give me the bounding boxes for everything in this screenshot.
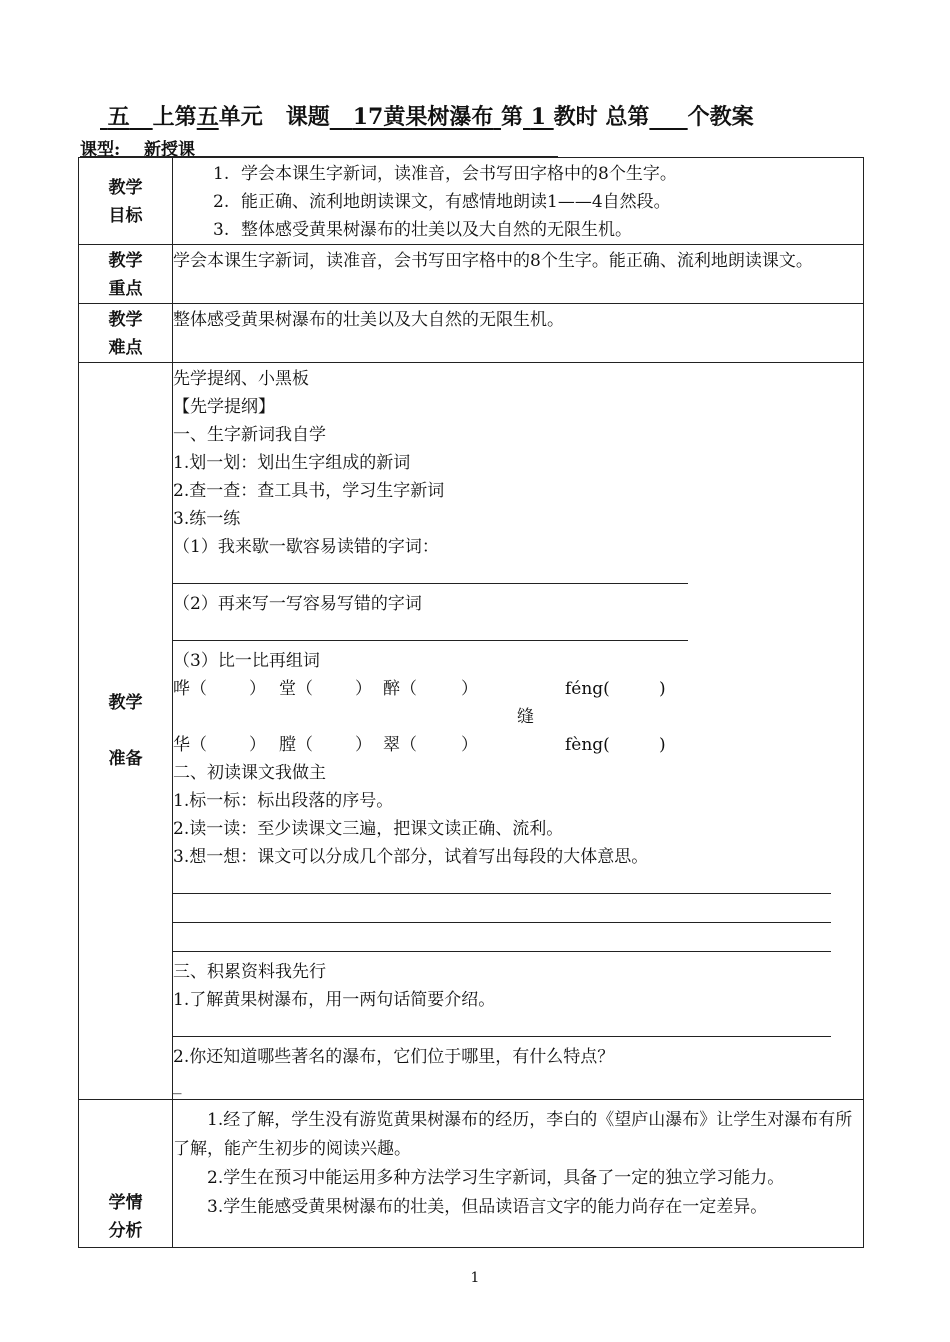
- label-line: 准备: [108, 749, 143, 769]
- label-line: 分析: [108, 1221, 143, 1241]
- section-item: 1.标一标：标出段落的序号。: [173, 791, 394, 811]
- polyphone-char: 缝: [517, 707, 534, 727]
- period-label-post: 教时: [553, 104, 598, 130]
- lesson-plan-table: [78, 157, 864, 1248]
- compare-row-mid: [173, 703, 863, 731]
- subsection-item: （2）再来写一写容易写错的字词: [173, 594, 422, 614]
- list-item: [213, 160, 863, 188]
- materials-text: 先学提纲、小黑板: [173, 369, 309, 389]
- compare-row-2: [173, 731, 863, 759]
- list-item: [213, 216, 863, 244]
- subsection-item: （1）我来歇一歇容易读错的字词：: [173, 537, 439, 557]
- label-line: 目标: [108, 206, 143, 226]
- analysis-content: [173, 1100, 864, 1248]
- difficulties-label: [79, 304, 173, 363]
- label-line: 教学: [108, 251, 143, 271]
- list-item: [213, 188, 863, 216]
- item-text: 能正确、流利地朗读课文，有感情地朗读1——4自然段。: [241, 192, 671, 212]
- lesson-type-label: 课型:: [80, 140, 121, 160]
- analysis-paragraph: 3.学生能感受黄果树瀑布的壮美，但品读语言文字的能力尚存在一定差异。: [207, 1197, 768, 1217]
- item-number: 2.: [213, 192, 230, 212]
- analysis-label: [79, 1100, 173, 1248]
- compare-close: ）: [461, 679, 478, 699]
- subsection-item: （3）比一比再组词: [173, 651, 320, 671]
- lesson-header: [100, 100, 754, 131]
- compare-close: ): [659, 679, 666, 699]
- compare-close: ）: [355, 735, 372, 755]
- period-label-pre: 第: [501, 104, 524, 130]
- label-line: 学情: [108, 1193, 143, 1213]
- key-points-label: [79, 245, 173, 304]
- objectives-row: [79, 158, 864, 245]
- label-line: 教学: [108, 178, 143, 198]
- total-label-post: 个教案: [687, 104, 754, 130]
- objectives-content: [173, 158, 864, 245]
- page-number: 1: [470, 1270, 480, 1286]
- answer-line[interactable]: [173, 929, 831, 952]
- difficulties-row: [79, 304, 864, 363]
- label-line: 难点: [108, 338, 143, 358]
- term-label: 上第: [152, 104, 197, 130]
- key-points-row: [79, 245, 864, 304]
- pinyin-feng4: fèng(: [565, 735, 610, 755]
- compare-close: ）: [249, 679, 266, 699]
- section-item: 3.练一练: [173, 509, 241, 529]
- answer-line[interactable]: [173, 1014, 831, 1037]
- section-item: 1.了解黄果树瀑布，用一两句话简要介绍。: [173, 990, 496, 1010]
- lesson-type-value: 新授课: [143, 140, 195, 160]
- compare-close: ): [659, 735, 666, 755]
- section-item: 2.你还知道哪些著名的瀑布，它们位于哪里，有什么特点？: [173, 1047, 615, 1067]
- grade-field: 五: [107, 104, 130, 130]
- analysis-paragraph: 2.学生在预习中能运用多种方法学习生字新词，具备了一定的独立学习能力。: [207, 1168, 785, 1188]
- outline-title: 【先学提纲】: [173, 397, 275, 417]
- key-points-text: 学会本课生字新词，读准音，会书写田字格中的8个生字。能正确、流利地朗读课文。: [173, 251, 813, 271]
- preparation-label: [79, 363, 173, 1100]
- answer-line[interactable]: [173, 871, 831, 894]
- compare-char: 华（: [173, 735, 207, 755]
- total-blank: [649, 104, 687, 130]
- item-number: 1.: [213, 164, 230, 184]
- label-line: 教学: [108, 693, 143, 713]
- difficulties-content: [173, 304, 864, 363]
- answer-dash: _: [173, 1075, 182, 1095]
- period-number: 1: [530, 104, 546, 130]
- section-item: 3.想一想：课文可以分成几个部分，试着写出每段的大体意思。: [173, 847, 649, 867]
- label-line: 重点: [108, 279, 143, 299]
- compare-char: 哗（: [173, 679, 207, 699]
- preparation-row: [79, 363, 864, 1100]
- item-text: 学会本课生字新词，读准音，会书写田字格中的8个生字。: [241, 164, 677, 184]
- objectives-label: [79, 158, 173, 245]
- analysis-row: [79, 1100, 864, 1248]
- unit-label: 单元: [218, 104, 263, 130]
- compare-char: 膛（: [279, 735, 313, 755]
- section-title: 二、初读课文我做主: [173, 763, 326, 783]
- compare-char: 醉（: [383, 679, 417, 699]
- topic-field: 17黄果树瀑布: [352, 104, 494, 130]
- answer-line[interactable]: [173, 618, 688, 641]
- section-title: 一、生字新词我自学: [173, 425, 326, 445]
- section-item: 2.查一查：查工具书，学习生字新词: [173, 481, 445, 501]
- label-line: 教学: [108, 310, 143, 330]
- compare-close: ）: [461, 735, 478, 755]
- answer-line[interactable]: [173, 900, 831, 923]
- section-item: 1.划一划：划出生字组成的新词: [173, 453, 411, 473]
- compare-close: ）: [249, 735, 266, 755]
- compare-close: ）: [355, 679, 372, 699]
- analysis-paragraph: 1.经了解，学生没有游览黄果树瀑布的经历，李白的《望庐山瀑布》让学生对瀑布有所了解，能产生初步的阅读兴趣。: [173, 1110, 853, 1159]
- section-item: 2.读一读：至少读课文三遍，把课文读正确、流利。: [173, 819, 564, 839]
- item-number: 3.: [213, 220, 230, 240]
- unit-number: 五: [196, 104, 219, 130]
- answer-line[interactable]: [173, 561, 688, 584]
- total-label-pre: 总第: [605, 104, 650, 130]
- key-points-content: [173, 245, 864, 304]
- objectives-list: [173, 158, 863, 244]
- item-text: 整体感受黄果树瀑布的壮美以及大自然的无限生机。: [241, 220, 632, 240]
- compare-row-1: [173, 675, 863, 703]
- compare-char: 翠（: [383, 735, 417, 755]
- difficulties-text: 整体感受黄果树瀑布的壮美以及大自然的无限生机。: [173, 310, 564, 330]
- preparation-content: [173, 363, 864, 1100]
- topic-label: 课题: [285, 104, 330, 130]
- compare-char: 堂（: [279, 679, 313, 699]
- section-title: 三、积累资料我先行: [173, 962, 326, 982]
- pinyin-feng2: féng(: [565, 679, 610, 699]
